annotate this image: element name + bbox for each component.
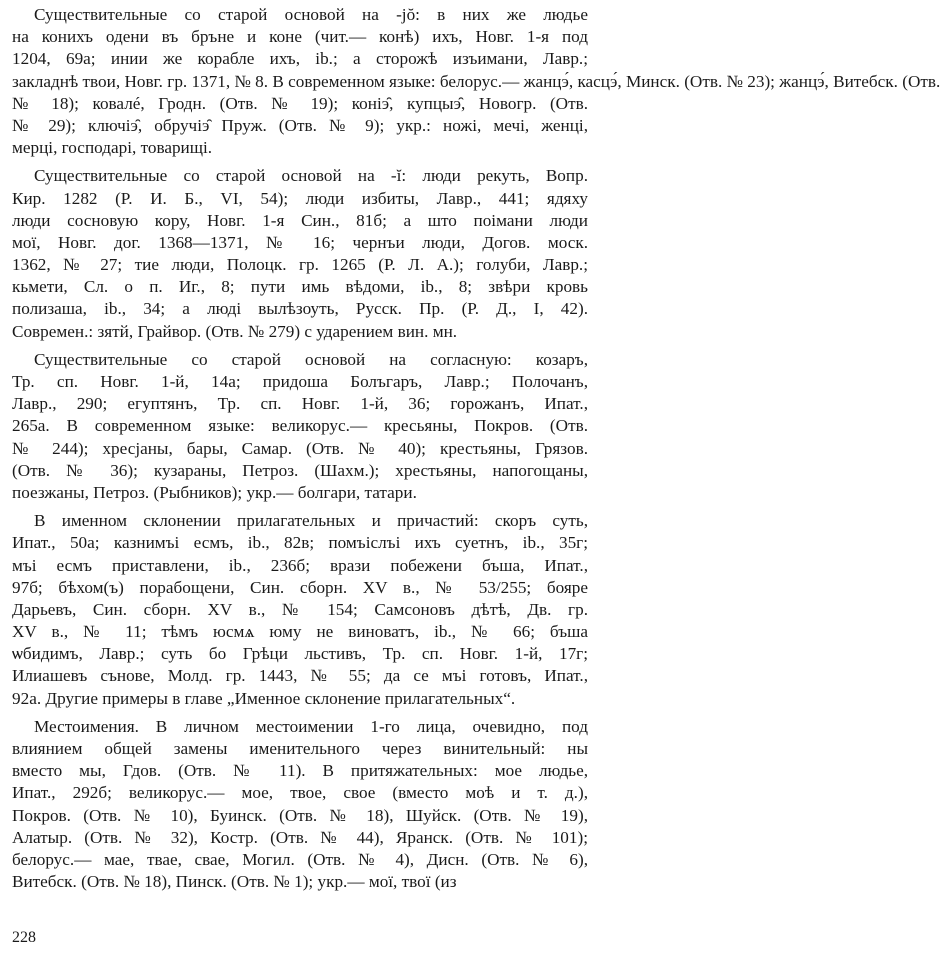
text-line: В именном склонении прилагательных и причастий: скоръ суть, — [34, 511, 588, 531]
text-line: белорус.— мае, твае, свае, Могил. (Отв. № 4), Дисн. (Отв. № 6), — [12, 849, 588, 869]
text-line: закладнѣ твои, Новг. гр. 1371, № 8. В современном языке: белорус.— жанцэ́, касцэ́, Минск. (Отв. № 23); жанцэ́, Витебск. (Отв. — [12, 71, 940, 91]
paragraph — [12, 4, 940, 159]
text-line: 265а. В современном языке: великорус.— кресьяны, Покров. (Отв. — [12, 416, 588, 436]
paragraph — [12, 716, 588, 894]
text-line: влиянием общей замены именительного через винительный: ны — [12, 739, 588, 758]
text-line: на конихъ одени въ бръне и коне (чит.— конѣ) ихъ, Новг. 1-я под — [12, 27, 588, 47]
text-line: поезжаны, Петроз. (Рыбников); укр.— болгари, татари. — [12, 482, 417, 502]
text-line: мої, Новг. дог. 1368—1371, № 16; чернъи люди, Догов. моск. — [12, 232, 588, 252]
text-line: Лавр., 290; егуптянъ, Тр. сп. Новг. 1-й, 36; горожанъ, Ипат., — [12, 394, 588, 414]
paragraph — [12, 165, 588, 343]
text-line: 97б; бѣхом(ъ) порабощени, Син. сборн. XV в., № 53/255; бояре — [12, 577, 588, 597]
text-line: Ипат., 292б; великорус.— мое, твое, свое (вместо моѣ и т. д.), — [12, 783, 588, 803]
text-line: вместо мы, Гдов. (Отв. № 11). В притяжательных: мое людье, — [12, 761, 588, 781]
text-line: ѡбидимъ, Лавр.; суть бо Грѣци льстивъ, Тр. сп. Новг. 1-й, 17г; — [12, 644, 588, 664]
text-line: № 29); ключіэ̑, обручіэ̑ Пруж. (Отв. № 9); укр.: ножі, мечі, женці, — [12, 115, 588, 135]
text-line: 92а. Другие примеры в главе „Именное склонение прилагательных“. — [12, 688, 516, 708]
paragraph — [12, 349, 588, 504]
text-line: кьмети, Сл. о п. Иг., 8; пути имь вѣдоми, ib., 8; звѣри кровь — [12, 277, 588, 297]
text-line: (Отв. № 36); кузараны, Петроз. (Шахм.); хрестьяны, напогощаны, — [12, 460, 588, 480]
text-line: мъі есмъ приставлени, ib., 236б; врази побежени бъша, Ипат., — [12, 555, 588, 575]
text-line: Витебск. (Отв. № 18), Пинск. (Отв. № 1); укр.— мої, твої (из — [12, 872, 457, 892]
text-line: Илиашевъ сънове, Молд. гр. 1443, № 55; да се мъі готовъ, Ипат., — [12, 666, 588, 686]
text-line: Ипат., 50а; казнимъі есмъ, ib., 82в; помъіслъі ихъ суетнъ, ib., 35г; — [12, 533, 588, 553]
paragraph — [12, 510, 588, 710]
text-line: Существительные со старой основой на -ĭ: люди рекуть, Вопр. — [34, 166, 588, 186]
text-line: № 244); хресjаны, бары, Самар. (Отв. № 40); крестьяны, Грязов. — [12, 438, 588, 458]
text-line: люди сосновую кору, Новг. 1-я Син., 81б; а што поімани люди — [12, 210, 588, 230]
text-line: Существительные со старой основой на -jŏ: в них же людье — [34, 5, 588, 24]
text-line: Покров. (Отв. № 10), Буинск. (Отв. № 18), Шуйск. (Отв. № 19), — [12, 805, 588, 825]
text-line: Дарьевъ, Син. сборн. XV в., № 154; Самсоновъ дѣтѣ, Дв. гр. — [12, 599, 588, 619]
text-line: Кир. 1282 (Р. И. Б., VI, 54); люди избиты, Лавр., 441; ядяху — [12, 188, 588, 208]
text-body — [12, 4, 940, 893]
text-line: № 18); ковалé, Гродн. (Отв. № 19); коніэ̑, купцыэ̑, Новогр. (Отв. — [12, 93, 588, 113]
text-line: 1362, № 27; тие люди, Полоцк. гр. 1265 (Р. Л. А.); голуби, Лавр.; — [12, 255, 588, 275]
text-line: Существительные со старой основой на согласную: козаръ, — [34, 349, 588, 369]
text-line: Тр. сп. Новг. 1-й, 14а; придоша Болъгаръ, Лавр.; Полочанъ, — [12, 372, 588, 391]
text-line: Современ.: зятй, Грайвор. (Отв. № 279) с ударением вин. мн. — [12, 321, 458, 341]
text-line: полизаша, ib., 34; а людi вылѣзоуть, Русск. Пр. (Р. Д., I, 42). — [12, 299, 588, 319]
text-line: Алатыр. (Отв. № 32), Костр. (Отв. № 44), Яранск. (Отв. № 101); — [12, 827, 588, 847]
text-line: 1204, 69а; инии же корабле ихъ, ib.; а сторожѣ изъимани, Лавр.; — [12, 49, 588, 69]
text-line: XV в., № 11; тѣмъ юсмѧ юму не виноватъ, ib., № 66; бъша — [12, 622, 588, 642]
text-line: мерці, господарі, товарищі. — [12, 138, 213, 158]
page-number: 228 — [12, 929, 36, 946]
text-line: Местоимения. В личном местоимении 1-го лица, очевидно, под — [34, 716, 588, 736]
